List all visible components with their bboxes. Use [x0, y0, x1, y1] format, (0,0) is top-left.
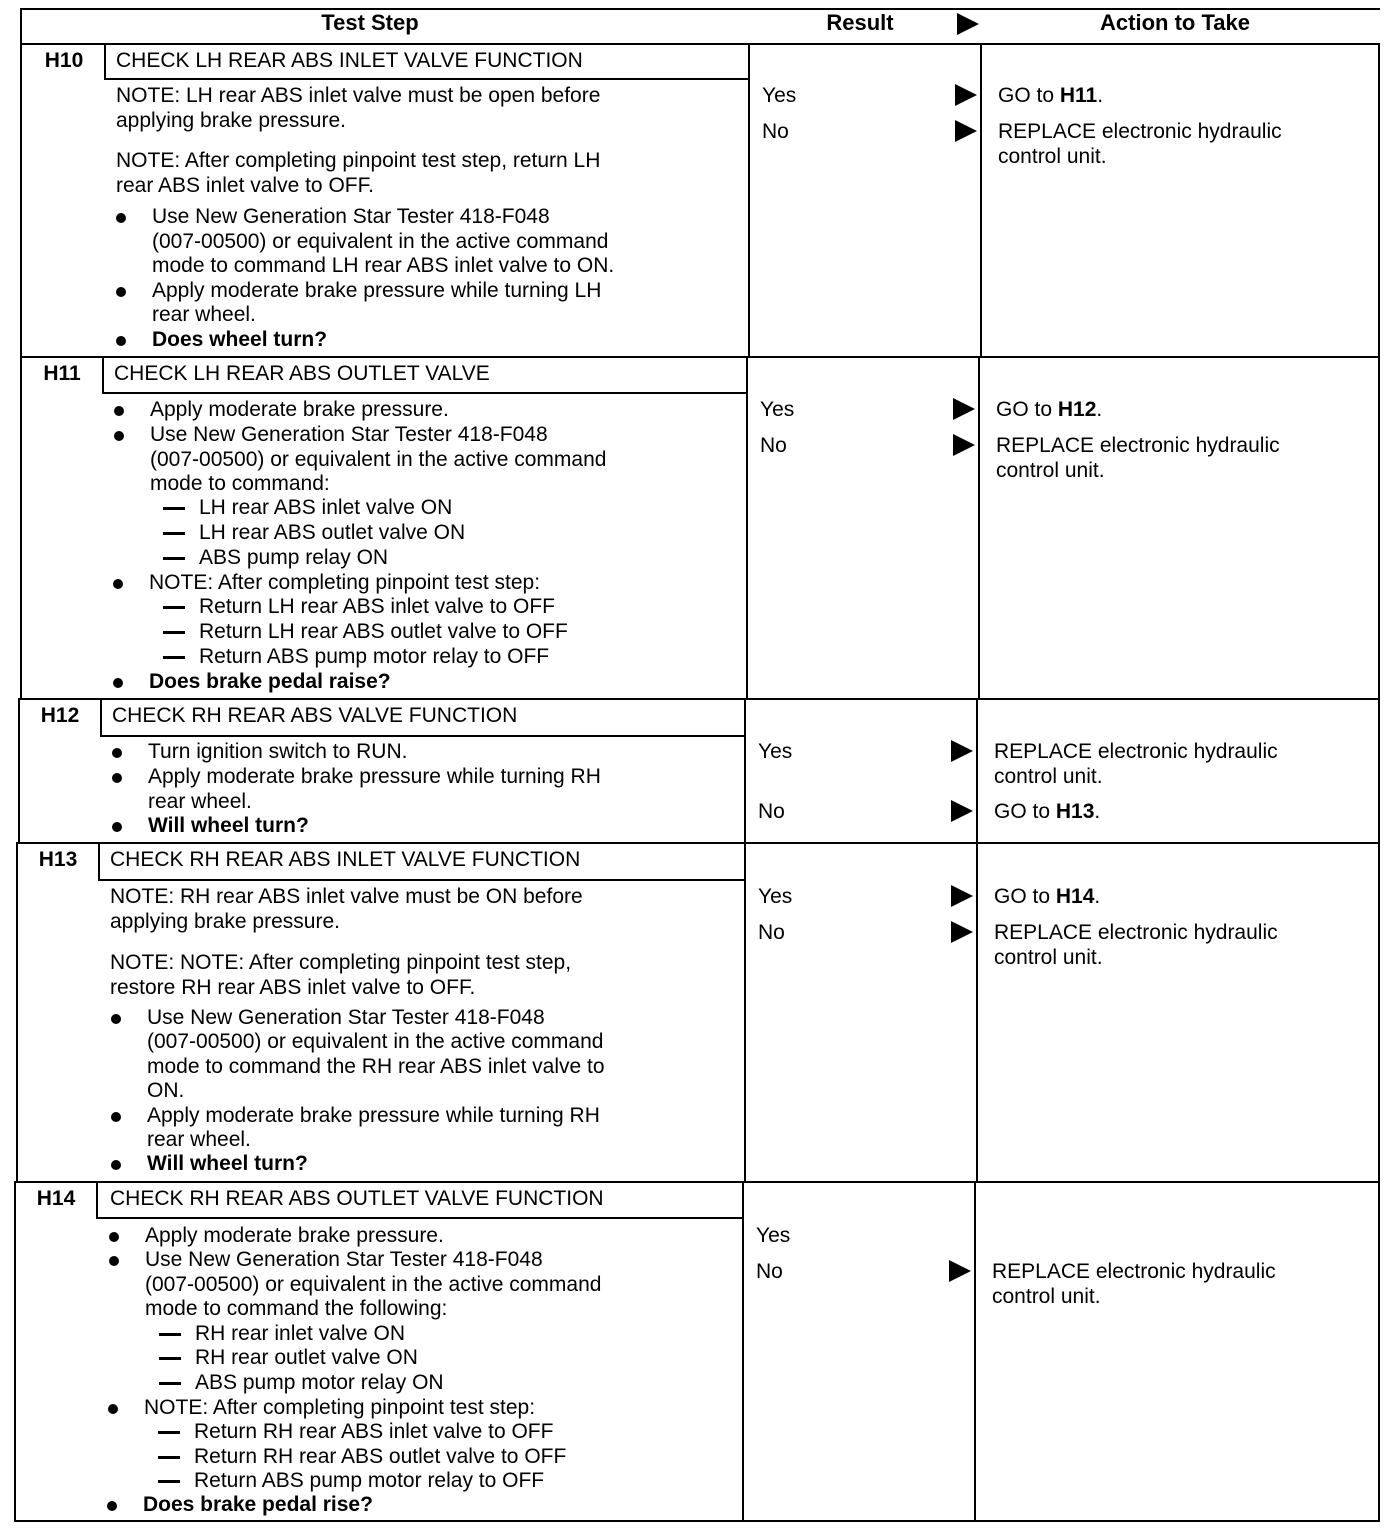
bullet-icon — [111, 1014, 121, 1024]
step-line: Does brake pedal rise? — [143, 1493, 373, 1516]
action-prefix: GO to — [994, 885, 1056, 908]
step-line: LH rear ABS outlet valve ON — [199, 521, 466, 544]
step-line: ON. — [147, 1079, 185, 1102]
step-line: NOTE: After completing pinpoint test step: — [144, 1396, 536, 1419]
result-arrow-icon — [951, 800, 973, 822]
action-line: REPLACE electronic hydraulic — [992, 1260, 1276, 1283]
step-line: mode to command the RH rear ABS inlet valve to — [147, 1055, 605, 1078]
action-line: control unit. — [998, 144, 1107, 168]
step-line: Return ABS pump motor relay to OFF — [194, 1469, 545, 1492]
action-line: control unit. — [994, 945, 1103, 969]
rule — [100, 698, 102, 735]
action-prefix: GO to — [994, 800, 1056, 823]
bullet-icon — [111, 1160, 121, 1170]
step-line: NOTE: RH rear ABS inlet valve must be ON before — [110, 885, 583, 908]
step-line: (007-00500) or equivalent in the active command — [147, 1030, 604, 1053]
bullet-icon — [116, 336, 126, 346]
rule — [976, 842, 978, 1181]
step-line: Return LH rear ABS inlet valve to OFF — [199, 595, 555, 618]
step-line: ABS pump relay ON — [199, 546, 389, 569]
bullet-icon — [107, 1501, 117, 1511]
step-line: (007-00500) or equivalent in the active command — [152, 230, 609, 253]
rule — [14, 1181, 16, 1520]
bullet-icon — [114, 406, 124, 416]
result-label: No — [758, 800, 785, 823]
step-line: rear wheel. — [148, 790, 252, 813]
bullet-icon — [109, 1232, 119, 1242]
step-line: (007-00500) or equivalent in the active command — [145, 1273, 602, 1296]
rule — [744, 698, 746, 842]
action-line: REPLACE electronic hydraulic — [998, 120, 1282, 143]
dash-icon — [163, 656, 185, 659]
dash-icon — [163, 507, 185, 510]
rule — [102, 392, 746, 394]
step-line: Does brake pedal raise? — [149, 670, 391, 693]
step-line: RH rear outlet valve ON — [195, 1346, 418, 1369]
step-line: mode to command the following: — [145, 1297, 448, 1320]
rule — [1378, 356, 1380, 698]
dash-icon — [163, 557, 185, 560]
step-line: Will wheel turn? — [148, 814, 309, 837]
step-line: Apply moderate brake pressure while turning LH — [152, 279, 602, 302]
step-line: Apply moderate brake pressure while turning RH — [147, 1104, 600, 1127]
action-line: REPLACE electronic hydraulic — [996, 434, 1280, 457]
action-step-ref: H13 — [1055, 800, 1095, 823]
dash-icon — [159, 1333, 181, 1336]
step-line: Use New Generation Star Tester 418-F048 — [145, 1248, 543, 1271]
rule — [1378, 1181, 1380, 1520]
step-line: Use New Generation Star Tester 418-F048 — [152, 205, 550, 228]
step-line: Apply moderate brake pressure. — [150, 398, 449, 421]
rule — [742, 1181, 744, 1520]
step-line: mode to command LH rear ABS inlet valve to ON. — [152, 254, 615, 277]
rule — [96, 1217, 742, 1219]
result-arrow-icon — [951, 740, 973, 762]
action-line: REPLACE electronic hydraulic — [994, 740, 1278, 763]
rule — [20, 356, 22, 698]
step-title: CHECK RH REAR ABS VALVE FUNCTION — [112, 704, 518, 727]
dash-icon — [159, 1357, 181, 1360]
rule — [18, 842, 1380, 844]
action-prefix: GO to — [998, 84, 1060, 107]
result-label: No — [762, 120, 789, 143]
bullet-icon — [112, 748, 122, 758]
step-line: (007-00500) or equivalent in the active command — [150, 448, 607, 471]
result-label: Yes — [756, 1224, 791, 1247]
step-line: NOTE: LH rear ABS inlet valve must be open before — [116, 84, 601, 107]
step-line: NOTE: After completing pinpoint test step: — [149, 571, 541, 594]
rule — [20, 698, 1380, 700]
rule — [14, 1520, 1380, 1522]
rule — [102, 356, 104, 392]
header-result: Result — [826, 10, 894, 35]
result-label: Yes — [758, 885, 793, 908]
action-prefix: GO to — [996, 398, 1058, 421]
action-step-ref: H14 — [1055, 885, 1095, 908]
step-code: H13 — [38, 848, 78, 871]
bullet-icon — [109, 1256, 119, 1266]
header-arrow-icon — [957, 13, 979, 35]
action-line: control unit. — [994, 764, 1103, 788]
result-arrow-icon — [953, 398, 975, 420]
action-line: control unit. — [996, 458, 1105, 482]
step-line: Return RH rear ABS inlet valve to OFF — [194, 1420, 554, 1443]
rule — [980, 43, 982, 356]
action-step-ref: H12 — [1057, 398, 1097, 421]
bullet-icon — [112, 822, 122, 832]
step-line: Apply moderate brake pressure. — [145, 1224, 444, 1247]
step-line: NOTE: NOTE: After completing pinpoint test step, — [110, 951, 572, 974]
action-text — [994, 921, 1278, 970]
dash-icon — [163, 532, 185, 535]
bullet-icon — [113, 579, 123, 589]
action-text — [996, 434, 1280, 483]
rule — [20, 43, 22, 356]
rule — [976, 698, 978, 842]
step-code: H14 — [36, 1187, 76, 1210]
dash-icon — [163, 606, 185, 609]
action-suffix: . — [1094, 885, 1101, 908]
step-line: Return LH rear ABS outlet valve to OFF — [199, 620, 568, 643]
result-arrow-icon — [949, 1260, 971, 1282]
header-test-step: Test Step — [321, 10, 419, 35]
result-arrow-icon — [951, 921, 973, 943]
step-line: NOTE: After completing pinpoint test step, return LH — [116, 149, 601, 172]
action-step-ref: H11 — [1059, 84, 1098, 107]
action-text — [994, 800, 1100, 825]
rule — [20, 356, 1380, 358]
dash-icon — [158, 1431, 180, 1434]
bullet-icon — [114, 431, 124, 441]
step-line: Apply moderate brake pressure while turning RH — [148, 765, 601, 788]
step-line: LH rear ABS inlet valve ON — [199, 496, 453, 519]
step-line: rear wheel. — [147, 1128, 251, 1151]
rule — [96, 1181, 98, 1217]
step-code: H11 — [43, 362, 81, 385]
result-label: Yes — [758, 740, 793, 763]
result-label: Yes — [762, 84, 797, 107]
rule — [20, 8, 22, 43]
result-arrow-icon — [951, 885, 973, 907]
rule — [1378, 842, 1380, 1181]
bullet-icon — [116, 287, 126, 297]
action-text — [996, 398, 1102, 423]
bullet-icon — [111, 1112, 121, 1122]
step-line: rear wheel. — [152, 303, 256, 326]
rule — [748, 43, 750, 356]
rule — [100, 735, 744, 737]
step-line: applying brake pressure. — [116, 109, 346, 132]
rule — [18, 698, 20, 842]
bullet-icon — [113, 678, 123, 688]
step-line: applying brake pressure. — [110, 910, 340, 933]
bullet-icon — [108, 1404, 118, 1414]
action-suffix: . — [1096, 398, 1103, 421]
rule — [16, 1181, 1380, 1183]
step-line: Return RH rear ABS outlet valve to OFF — [194, 1445, 567, 1468]
step-code: H10 — [44, 49, 84, 72]
rule — [1378, 698, 1380, 842]
step-line: Will wheel turn? — [147, 1152, 308, 1175]
result-label: No — [760, 434, 787, 457]
step-line: mode to command: — [150, 472, 330, 495]
step-line: Use New Generation Star Tester 418-F048 — [150, 423, 548, 446]
rule — [16, 842, 18, 1181]
step-line: RH rear inlet valve ON — [195, 1322, 406, 1345]
header-action: Action to Take — [1100, 10, 1250, 35]
step-title: CHECK LH REAR ABS OUTLET VALVE — [114, 362, 490, 385]
rule — [974, 1181, 976, 1520]
bullet-icon — [112, 773, 122, 783]
step-line: Return ABS pump motor relay to OFF — [199, 645, 550, 668]
result-label: No — [756, 1260, 783, 1283]
action-text — [994, 885, 1100, 910]
action-text — [998, 120, 1282, 169]
action-text — [998, 84, 1103, 109]
rule — [20, 43, 1380, 45]
rule — [98, 842, 100, 879]
step-code: H12 — [40, 704, 80, 727]
result-label: Yes — [760, 398, 795, 421]
rule — [104, 43, 106, 78]
bullet-icon — [116, 213, 126, 223]
step-title: CHECK RH REAR ABS OUTLET VALVE FUNCTION — [110, 1187, 604, 1210]
rule — [98, 879, 744, 881]
result-label: No — [758, 921, 785, 944]
dash-icon — [159, 1382, 181, 1385]
action-suffix: . — [1097, 84, 1104, 107]
step-title: CHECK LH REAR ABS INLET VALVE FUNCTION — [116, 49, 583, 72]
rule — [104, 78, 748, 80]
dash-icon — [158, 1480, 180, 1483]
step-line: Does wheel turn? — [152, 328, 328, 351]
result-arrow-icon — [955, 120, 977, 142]
step-line: Use New Generation Star Tester 418-F048 — [147, 1006, 545, 1029]
step-title: CHECK RH REAR ABS INLET VALVE FUNCTION — [110, 848, 581, 871]
result-arrow-icon — [955, 84, 977, 106]
rule — [978, 356, 980, 698]
step-line: restore RH rear ABS inlet valve to OFF. — [110, 976, 476, 999]
action-line: REPLACE electronic hydraulic — [994, 921, 1278, 944]
rule — [1378, 43, 1380, 356]
action-line: control unit. — [992, 1284, 1101, 1308]
result-arrow-icon — [953, 434, 975, 456]
dash-icon — [163, 631, 185, 634]
step-line: rear ABS inlet valve to OFF. — [116, 174, 374, 197]
rule — [746, 356, 748, 698]
dash-icon — [158, 1456, 180, 1459]
step-line: Turn ignition switch to RUN. — [148, 740, 408, 763]
action-text — [994, 740, 1278, 789]
rule — [744, 842, 746, 1181]
step-line: ABS pump motor relay ON — [195, 1371, 444, 1394]
action-text — [992, 1260, 1276, 1309]
action-suffix: . — [1094, 800, 1101, 823]
